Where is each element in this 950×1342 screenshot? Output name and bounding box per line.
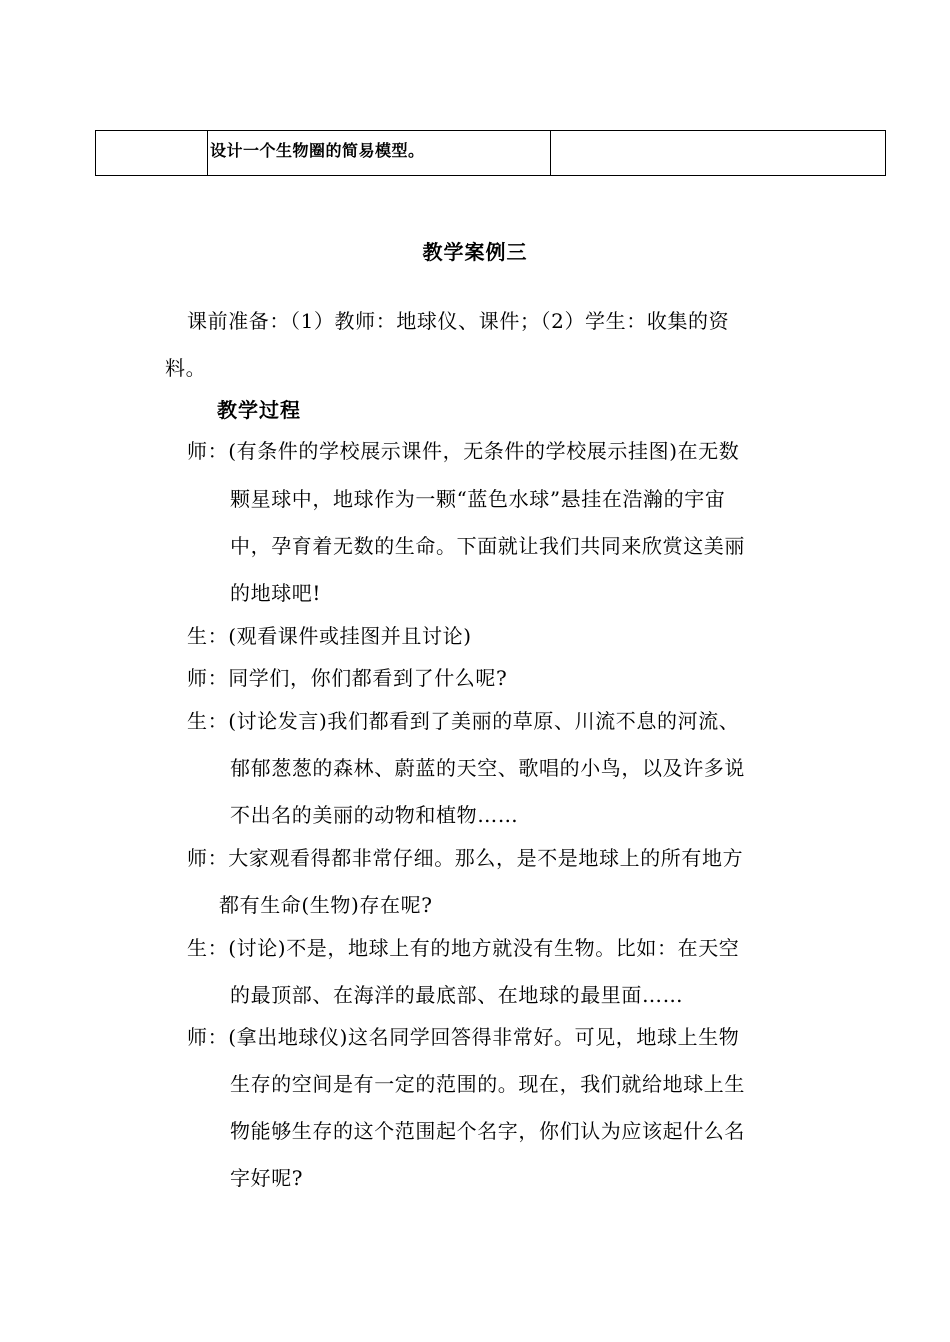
- table-fragment: [95, 130, 886, 176]
- table-cell-empty-right: [551, 131, 885, 175]
- table-cell-empty-left: [96, 131, 208, 175]
- dialogue-line: 的地球吧!: [230, 581, 322, 605]
- dialogue-line: 物能够生存的这个范围起个名字，你们认为应该起什么名: [230, 1119, 745, 1143]
- section-title: 教学案例三: [422, 240, 528, 264]
- preparation-line-2: 料。: [165, 356, 207, 380]
- dialogue-line: 师：(拿出地球仪)这名同学回答得非常好。可见，地球上生物: [187, 1025, 740, 1049]
- dialogue-line: 师：(有条件的学校展示课件，无条件的学校展示挂图)在无数: [187, 439, 740, 463]
- dialogue-line: 生存的空间是有一定的范围的。现在，我们就给地球上生: [230, 1072, 745, 1096]
- dialogue-line: 的最顶部、在海洋的最底部、在地球的最里面……: [230, 983, 684, 1007]
- dialogue-line: 不出名的美丽的动物和植物……: [230, 803, 519, 827]
- dialogue-line: 生：(观看课件或挂图并且讨论): [187, 624, 472, 648]
- preparation-line-1: 课前准备：（1）教师：地球仪、课件；（2）学生：收集的资: [187, 309, 730, 333]
- dialogue-line: 字好呢?: [230, 1166, 304, 1190]
- dialogue-line: 生：(讨论)不是，地球上有的地方就没有生物。比如：在天空: [187, 936, 740, 960]
- dialogue-line: 生：(讨论发言)我们都看到了美丽的草原、川流不息的河流、: [187, 709, 740, 733]
- dialogue-line: 中，孕育着无数的生命。下面就让我们共同来欣赏这美丽: [230, 534, 745, 558]
- process-heading: 教学过程: [217, 398, 301, 422]
- table-cell-task: 设计一个生物圈的简易模型。: [208, 131, 551, 175]
- dialogue-line: 颗星球中，地球作为一颗“蓝色水球”悬挂在浩瀚的宇宙: [230, 487, 726, 511]
- dialogue-line: 都有生命(生物)存在呢?: [219, 893, 433, 917]
- dialogue-line: 郁郁葱葱的森林、蔚蓝的天空、歌唱的小鸟，以及许多说: [230, 756, 745, 780]
- dialogue-line: 师：大家观看得都非常仔细。那么，是不是地球上的所有地方: [187, 846, 744, 870]
- dialogue-line: 师：同学们，你们都看到了什么呢?: [187, 666, 508, 690]
